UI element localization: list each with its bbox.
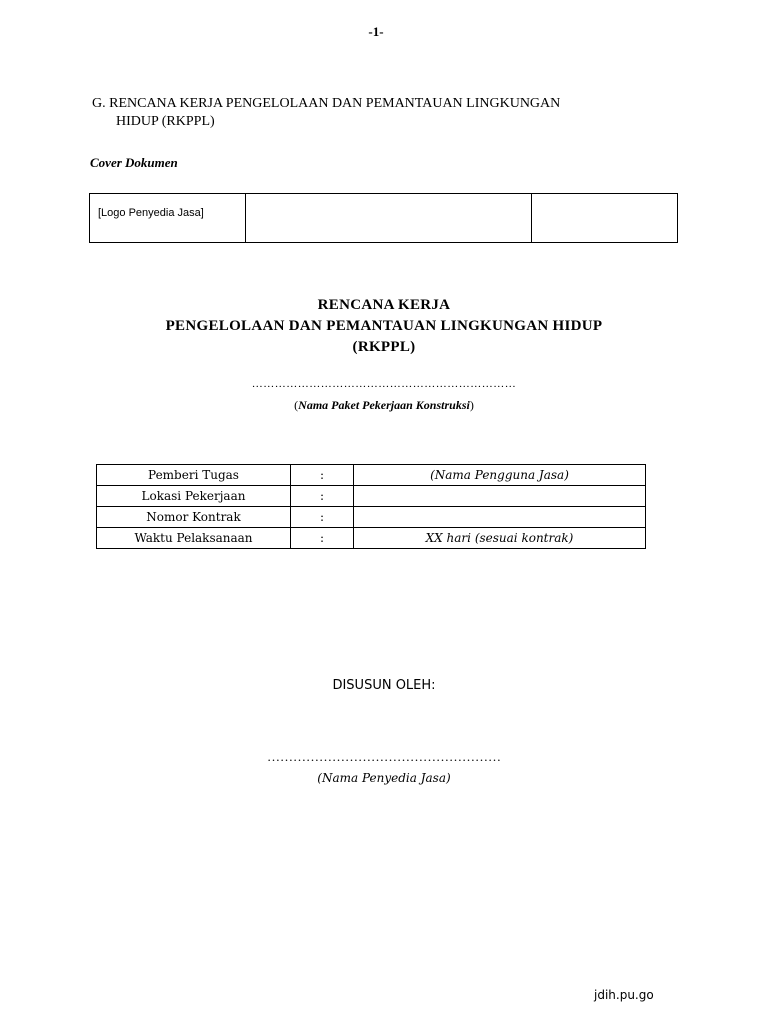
- info-colon: :: [291, 486, 354, 507]
- document-header-table: [89, 193, 678, 243]
- page-number: -1-: [368, 24, 384, 39]
- logo-placeholder-cell: [Logo Penyedia Jasa]: [90, 194, 246, 242]
- document-title: [0, 295, 768, 358]
- section-heading: [92, 95, 672, 131]
- info-colon: :: [291, 528, 354, 549]
- info-value: XX hari (sesuai kontrak): [354, 528, 646, 549]
- table-row: [97, 507, 646, 528]
- document-title-line1: RENCANA KERJA: [317, 297, 451, 313]
- table-row: [97, 465, 646, 486]
- package-name-caption-text: Nama Paket Pekerjaan Konstruksi: [298, 398, 470, 412]
- info-label: Lokasi Pekerjaan: [97, 486, 291, 507]
- info-value: (Nama Pengguna Jasa): [354, 465, 646, 486]
- info-value: [354, 507, 646, 528]
- footer-mark: jdih.pu.go: [594, 988, 654, 1002]
- cover-document-label: Cover Dokumen: [90, 155, 178, 170]
- compiled-by-label: DISUSUN OLEH:: [332, 678, 436, 693]
- provider-name-dots: ………………………………………………: [267, 749, 501, 764]
- info-colon: :: [291, 465, 354, 486]
- provider-name-caption: (Nama Penyedia Jasa): [317, 771, 451, 785]
- table-row: [97, 528, 646, 549]
- header-middle-cell: [246, 194, 532, 242]
- document-title-line2: PENGELOLAAN DAN PEMANTAUAN LINGKUNGAN HIDUP: [165, 318, 603, 334]
- table-row: [97, 486, 646, 507]
- project-info-table: [96, 464, 646, 549]
- header-right-cell: [532, 194, 677, 242]
- info-label: Waktu Pelaksanaan: [97, 528, 291, 549]
- info-label: Pemberi Tugas: [97, 465, 291, 486]
- section-heading-line1: G. RENCANA KERJA PENGELOLAAN DAN PEMANTAUAN LINGKUNGAN: [92, 96, 561, 111]
- info-label: Nomor Kontrak: [97, 507, 291, 528]
- info-value: [354, 486, 646, 507]
- section-heading-line2: HIDUP (RKPPL): [116, 114, 215, 129]
- package-name-caption: (Nama Paket Pekerjaan Konstruksi): [294, 398, 474, 412]
- info-colon: :: [291, 507, 354, 528]
- document-title-line3: (RKPPL): [352, 339, 416, 355]
- package-name-dots: ……………………………………………………………: [251, 378, 517, 390]
